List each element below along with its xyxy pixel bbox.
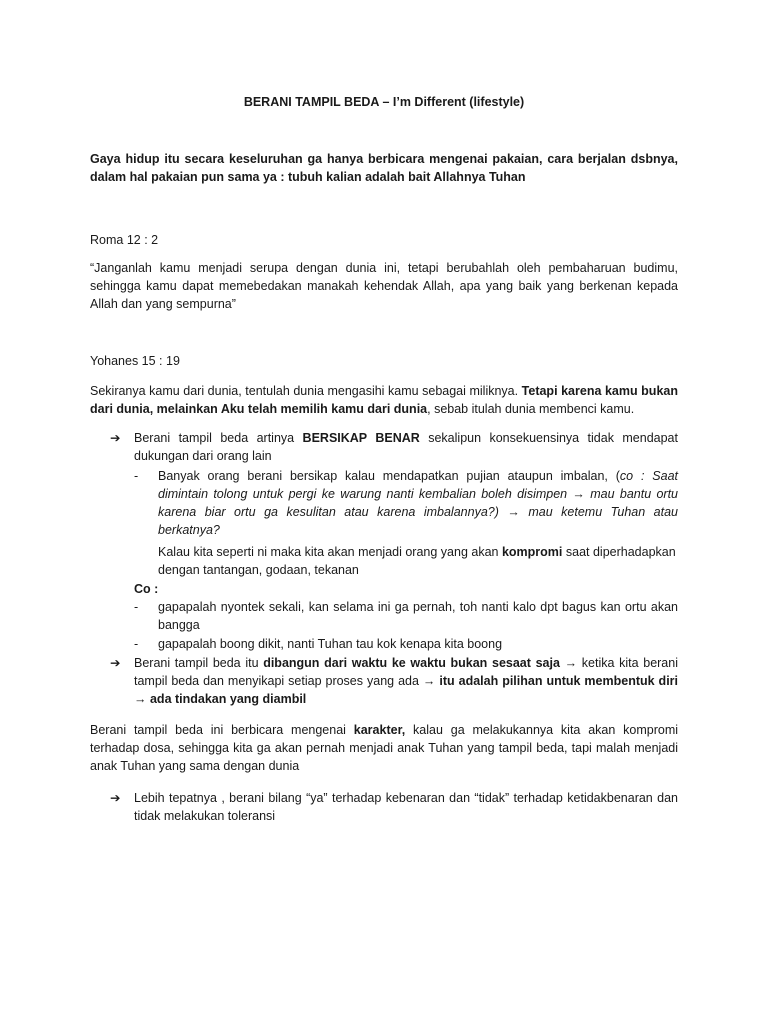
dash3-text: gapapalah boong dikit, nanti Tuhan tau kok kenapa kita boong [158,637,503,651]
dash-item-boong [134,635,678,653]
yohanes-text-bold: Tetapi karena kamu bukan dari dunia, melainkan Aku telah memilih kamu dari dunia [90,384,678,416]
bullet1-bold: BERSIKAP BENAR [302,431,420,445]
bullet-dibangun [110,654,678,708]
dash2-text: gapapalah nyontek sekali, kan selama ini ga pernah, toh nanti kalo dpt bagus kan ortu akan bangga [158,600,678,632]
yohanes-text-1: Sekiranya kamu dari dunia, tentulah dunia mengasihi kamu sebagai miliknya. [90,384,522,398]
karakter-bold: karakter, [353,723,406,737]
karakter-post: kalau ga melakukannya kita akan kompromi terhadap dosa, sehingga kita ga akan pernah menjadi anak Tuhan yang tampil beda, tapi malah menjadi anak Tuhan yang sama dengan dunia [90,723,679,773]
roma-quote: “Janganlah kamu menjadi serupa dengan dunia ini, tetapi berubahlah oleh pembaharuan budimu, sehingga kamu dapat memebedakan manakah kehendak Allah, apa yang baik yang berkenan kepada Allah dan yang sempurna” [90,261,678,311]
bullet2-mid: → ketika kita berani tampil beda dan menyikapi setiap proses yang ada → [134,656,678,688]
yohanes-reference: Yohanes 15 : 19 [90,354,180,368]
dash-item-pujian [134,467,678,539]
bullet1-post: sekalipun konsekuensinya tidak mendapat dukungan dari orang lain [134,431,678,463]
bullet2-bold3: ada tindakan yang diambil [149,692,307,706]
bullet1-pre: Berani tampil beda artinya [134,431,303,445]
kompromi-bold: kompromi [501,545,563,559]
bullet2-pre: Berani tampil beda itu [134,656,264,670]
roma-reference: Roma 12 : 2 [90,233,159,247]
bullet2-end-pre: → [134,692,150,706]
arrow-right-icon: ➔ [110,656,121,670]
yohanes-paragraph [90,382,678,418]
bullet2-bold1: dibangun dari waktu ke waktu bukan sesaat saja [263,656,560,670]
dash1-pre: Banyak orang berani bersikap kalau mendapatkan pujian ataupun imbalan, ( [158,469,620,483]
co-label: Co : [134,582,159,596]
dash-item-nyontek [134,598,678,634]
yohanes-text-end: , sebab itulah dunia membenci kamu. [427,402,635,416]
karakter-pre: Berani tampil beda ini berbicara mengenai [90,723,354,737]
arrow-right-icon: ➔ [110,431,121,445]
bullet2-bold2: itu adalah pilihan untuk membentuk diri [439,674,679,688]
dash-marker: - [134,637,139,651]
karakter-paragraph [90,721,678,775]
bullet-berani-bersikap-benar [110,429,678,465]
dash1-italic-example: co : Saat dimintain tolong untuk pergi ke warung nanti kembalian boleh disimpen → mau bantu ortu karena biar ortu ga kesulitan atau karena imbalannya?) → mau ketemu Tuhan atau berkatnya? [158,469,678,537]
bullet-lebih-tepatnya [110,789,678,825]
bullet3-text: Lebih tepatnya , berani bilang “ya” terhadap kebenaran dan “tidak” terhadap ketidakbenaran dan tidak melakukan toleransi [134,791,678,823]
dash-marker: - [134,600,139,614]
page-title: BERANI TAMPIL BEDA – I’m Different (lifestyle) [243,95,525,109]
kompromi-paragraph [158,543,678,579]
arrow-right-icon: ➔ [110,791,121,805]
kompromi-pre: Kalau kita seperti ni maka kita akan menjadi orang yang akan [158,545,502,559]
intro-paragraph: Gaya hidup itu secara keseluruhan ga hanya berbicara mengenai pakaian, cara berjalan dsbnya, dalam hal pakaian pun sama ya : tubuh kalian adalah bait Allahnya Tuhan [90,152,678,184]
kompromi-post: saat diperhadapkan dengan tantangan, godaan, tekanan [158,545,676,577]
dash-marker: - [134,469,139,483]
